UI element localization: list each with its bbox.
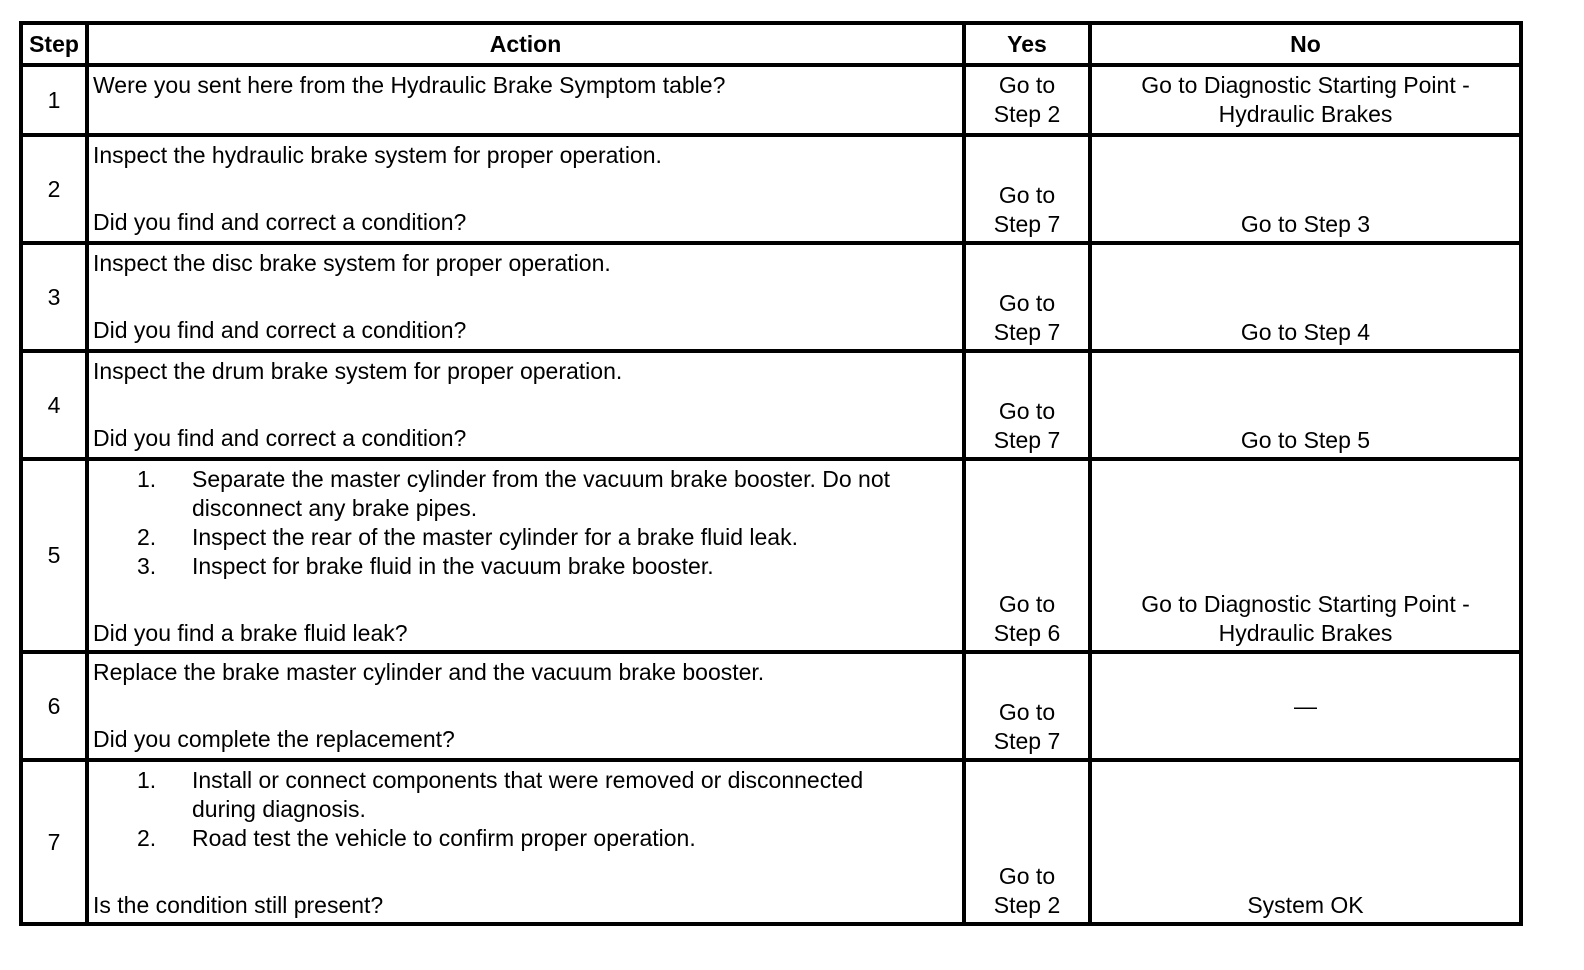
substep-text: Inspect for brake fluid in the vacuum brake booster. <box>192 553 714 579</box>
spacer <box>93 581 958 619</box>
list-item <box>137 465 958 523</box>
yes-line2: Step 2 <box>993 892 1061 918</box>
step-number: 2 <box>21 135 87 243</box>
step-number: 1 <box>21 65 87 135</box>
table-row <box>21 351 1521 459</box>
yes-line2: Step 2 <box>993 101 1061 127</box>
substep-line: Separate the master cylinder from the vacuum brake booster. Do not <box>192 466 891 492</box>
action-cell <box>87 243 964 351</box>
spacer <box>93 278 958 316</box>
action-text: Replace the brake master cylinder and the vacuum brake booster. <box>93 659 765 685</box>
yes-cell <box>964 135 1090 243</box>
step-number: 3 <box>21 243 87 351</box>
list-item <box>137 523 958 552</box>
list-item <box>137 766 958 824</box>
step-number: 7 <box>21 760 87 924</box>
action-question: Is the condition still present? <box>93 892 384 918</box>
diagnostic-table <box>19 21 1523 926</box>
no-cell: — <box>1090 652 1521 760</box>
step-number: 4 <box>21 351 87 459</box>
header-no: No <box>1090 23 1521 65</box>
yes-cell <box>964 243 1090 351</box>
substep-number: 1. <box>137 767 157 793</box>
substep-number: 2. <box>137 524 157 550</box>
spacer <box>93 853 958 891</box>
table-row <box>21 65 1521 135</box>
substep-line: disconnect any brake pipes. <box>192 495 478 521</box>
no-line1: Go to Diagnostic Starting Point - <box>1141 72 1470 98</box>
no-line2: Hydraulic Brakes <box>1218 101 1393 127</box>
header-step: Step <box>21 23 87 65</box>
yes-cell <box>964 459 1090 652</box>
action-text: Inspect the hydraulic brake system for proper operation. <box>93 142 662 168</box>
action-question: Did you find and correct a condition? <box>93 425 467 451</box>
yes-cell <box>964 760 1090 924</box>
action-text: Inspect the disc brake system for proper operation. <box>93 250 611 276</box>
yes-line2: Step 7 <box>993 319 1061 345</box>
substep-number: 1. <box>137 466 157 492</box>
no-cell: System OK <box>1090 760 1521 924</box>
header-action: Action <box>87 23 964 65</box>
action-cell <box>87 652 964 760</box>
no-cell: Go to Step 4 <box>1090 243 1521 351</box>
yes-cell <box>964 652 1090 760</box>
yes-line1: Go to <box>998 699 1056 725</box>
yes-cell <box>964 351 1090 459</box>
action-question: Did you find and correct a condition? <box>93 209 467 235</box>
yes-line2: Step 7 <box>993 427 1061 453</box>
substep-text <box>192 465 958 523</box>
list-item <box>137 824 958 853</box>
substep-number: 2. <box>137 825 157 851</box>
step-number: 5 <box>21 459 87 652</box>
yes-line1: Go to <box>998 863 1056 889</box>
yes-line1: Go to <box>998 591 1056 617</box>
action-cell <box>87 459 964 652</box>
action-text: Inspect the drum brake system for proper operation. <box>93 358 623 384</box>
yes-line2: Step 7 <box>993 728 1061 754</box>
yes-line1: Go to <box>998 398 1056 424</box>
yes-line1: Go to <box>998 72 1056 98</box>
action-question: Did you find a brake fluid leak? <box>93 620 408 646</box>
list-item <box>137 552 958 581</box>
spacer <box>93 687 958 725</box>
action-question: Did you find and correct a condition? <box>93 317 467 343</box>
table-row <box>21 243 1521 351</box>
header-yes: Yes <box>964 23 1090 65</box>
substep-number: 3. <box>137 553 157 579</box>
no-cell <box>1090 459 1521 652</box>
substep-text: Inspect the rear of the master cylinder for a brake fluid leak. <box>192 524 798 550</box>
substep-text: Road test the vehicle to confirm proper operation. <box>192 825 696 851</box>
action-cell <box>87 135 964 243</box>
no-cell: Go to Step 3 <box>1090 135 1521 243</box>
yes-line1: Go to <box>998 182 1056 208</box>
substep-list <box>93 766 958 853</box>
no-line2: Hydraulic Brakes <box>1218 620 1393 646</box>
yes-line2: Step 7 <box>993 211 1061 237</box>
yes-line2: Step 6 <box>993 620 1061 646</box>
spacer <box>93 386 958 424</box>
action-cell <box>87 351 964 459</box>
substep-line: Install or connect components that were removed or disconnected <box>192 767 864 793</box>
substep-text <box>192 766 958 824</box>
spacer <box>93 170 958 208</box>
table-row <box>21 135 1521 243</box>
action-cell <box>87 760 964 924</box>
table-row <box>21 652 1521 760</box>
action-cell <box>87 65 964 135</box>
substep-list <box>93 465 958 581</box>
substep-line: during diagnosis. <box>192 796 366 822</box>
table-row <box>21 459 1521 652</box>
yes-line1: Go to <box>998 290 1056 316</box>
action-question: Did you complete the replacement? <box>93 726 455 752</box>
action-text: Were you sent here from the Hydraulic Brake Symptom table? <box>93 72 726 98</box>
no-cell: Go to Step 5 <box>1090 351 1521 459</box>
no-line1: Go to Diagnostic Starting Point - <box>1141 591 1470 617</box>
step-number: 6 <box>21 652 87 760</box>
no-cell <box>1090 65 1521 135</box>
header-row <box>21 23 1521 65</box>
yes-cell <box>964 65 1090 135</box>
table-row <box>21 760 1521 924</box>
